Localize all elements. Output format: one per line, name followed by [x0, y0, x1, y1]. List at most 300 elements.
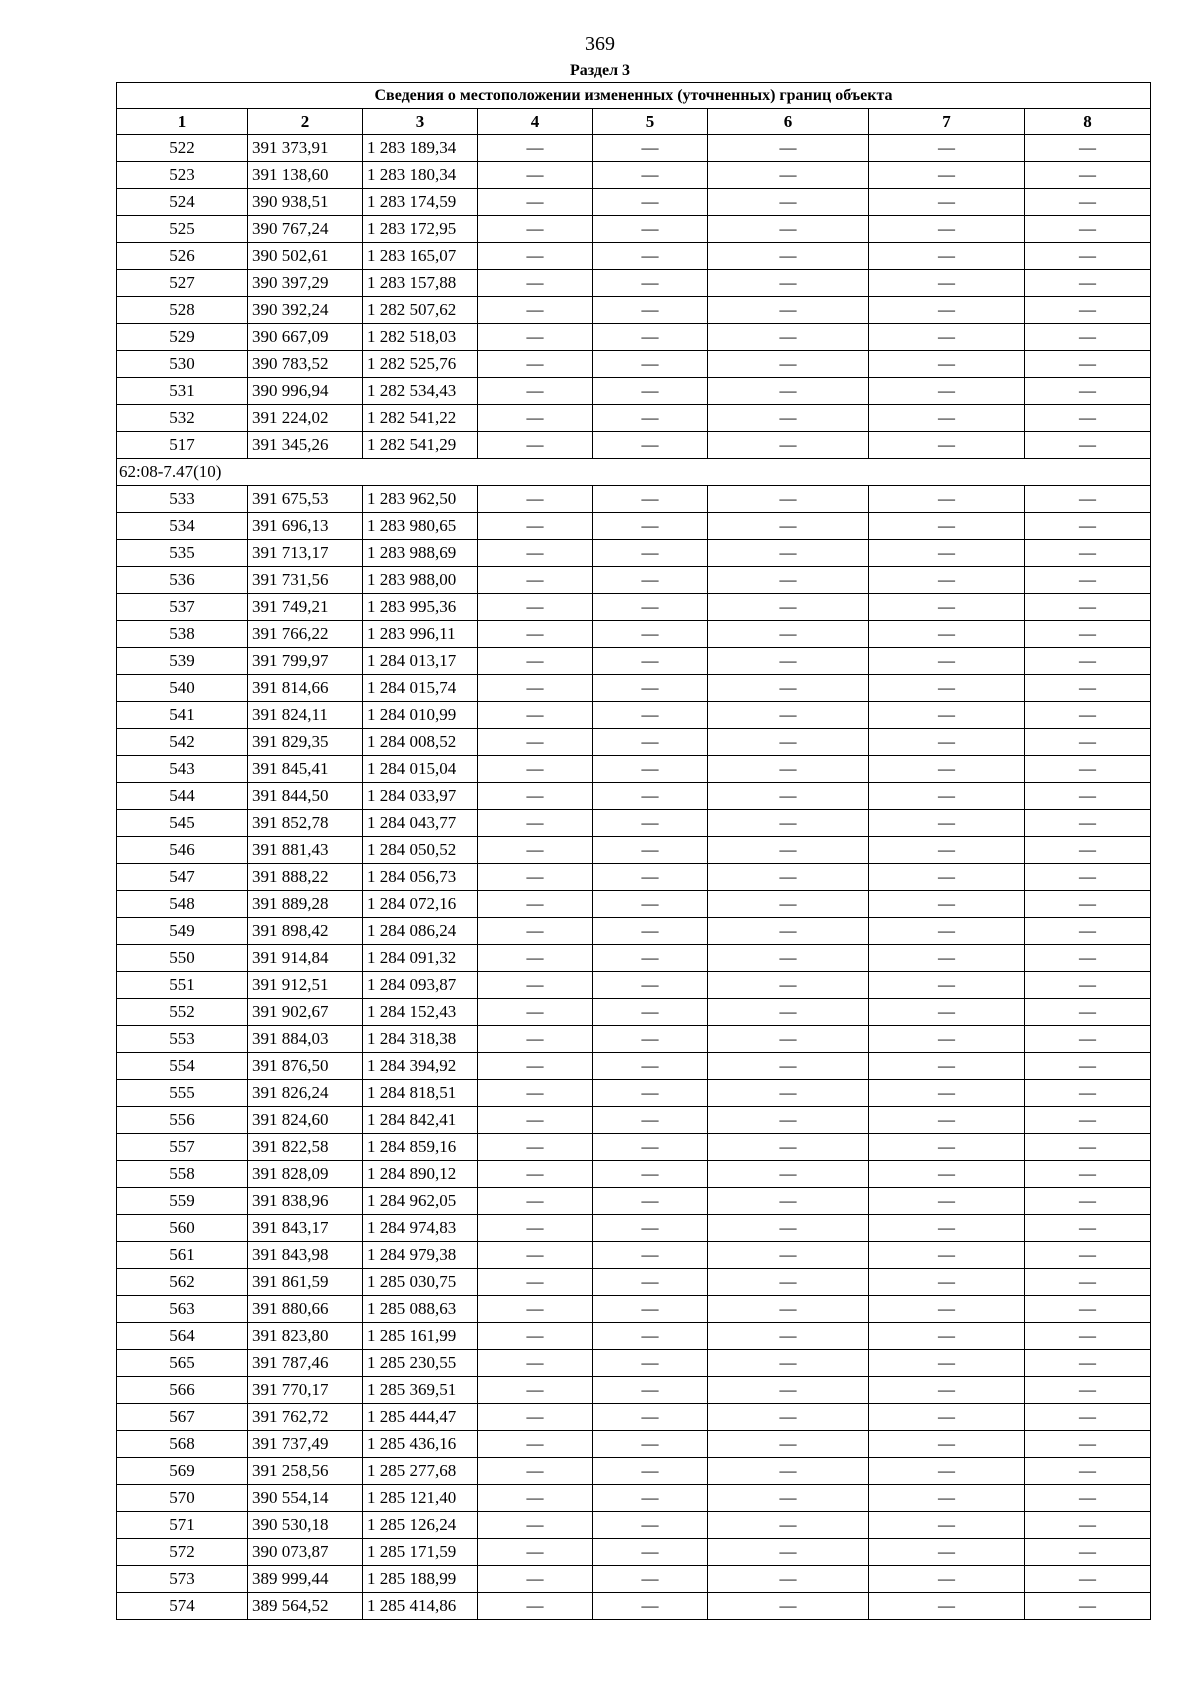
point-number-cell: 574: [117, 1593, 248, 1620]
x-coordinate-cell: 390 767,24: [248, 216, 363, 243]
table-row: [117, 918, 1151, 945]
empty-marker-cell: —: [708, 1512, 869, 1539]
y-coordinate-cell: 1 283 180,34: [363, 162, 478, 189]
empty-marker-cell: —: [708, 540, 869, 567]
y-coordinate-cell: 1 284 093,87: [363, 972, 478, 999]
point-number-cell: 562: [117, 1269, 248, 1296]
empty-marker-cell: —: [593, 1350, 708, 1377]
empty-marker-cell: —: [478, 1269, 593, 1296]
empty-marker-cell: —: [478, 1323, 593, 1350]
y-coordinate-cell: 1 284 842,41: [363, 1107, 478, 1134]
x-coordinate-cell: 391 823,80: [248, 1323, 363, 1350]
empty-marker-cell: —: [708, 1593, 869, 1620]
x-coordinate-cell: 391 902,67: [248, 999, 363, 1026]
empty-marker-cell: —: [593, 297, 708, 324]
empty-marker-cell: —: [869, 945, 1025, 972]
empty-marker-cell: —: [593, 594, 708, 621]
empty-marker-cell: —: [708, 1539, 869, 1566]
y-coordinate-cell: 1 283 988,00: [363, 567, 478, 594]
x-coordinate-cell: 391 880,66: [248, 1296, 363, 1323]
empty-marker-cell: —: [708, 810, 869, 837]
table-row: [117, 1053, 1151, 1080]
point-number-cell: 550: [117, 945, 248, 972]
y-coordinate-cell: 1 285 171,59: [363, 1539, 478, 1566]
empty-marker-cell: —: [869, 1431, 1025, 1458]
empty-marker-cell: —: [478, 972, 593, 999]
empty-marker-cell: —: [478, 1242, 593, 1269]
x-coordinate-cell: 391 696,13: [248, 513, 363, 540]
table-row: [117, 1593, 1151, 1620]
x-coordinate-cell: 390 938,51: [248, 189, 363, 216]
y-coordinate-cell: 1 285 436,16: [363, 1431, 478, 1458]
empty-marker-cell: —: [1025, 1296, 1151, 1323]
empty-marker-cell: —: [593, 432, 708, 459]
empty-marker-cell: —: [1025, 594, 1151, 621]
empty-marker-cell: —: [593, 540, 708, 567]
empty-marker-cell: —: [478, 1350, 593, 1377]
y-coordinate-cell: 1 284 974,83: [363, 1215, 478, 1242]
empty-marker-cell: —: [478, 702, 593, 729]
empty-marker-cell: —: [708, 1431, 869, 1458]
table-row: [117, 351, 1151, 378]
table-row: [117, 405, 1151, 432]
table-row: [117, 1161, 1151, 1188]
empty-marker-cell: —: [1025, 1323, 1151, 1350]
point-number-cell: 561: [117, 1242, 248, 1269]
empty-marker-cell: —: [593, 1053, 708, 1080]
x-coordinate-cell: 391 822,58: [248, 1134, 363, 1161]
empty-marker-cell: —: [593, 405, 708, 432]
empty-marker-cell: —: [478, 1026, 593, 1053]
column-header: 7: [869, 109, 1025, 135]
point-number-cell: 517: [117, 432, 248, 459]
empty-marker-cell: —: [1025, 297, 1151, 324]
empty-marker-cell: —: [869, 135, 1025, 162]
table-row: [117, 1539, 1151, 1566]
empty-marker-cell: —: [593, 1269, 708, 1296]
empty-marker-cell: —: [478, 270, 593, 297]
empty-marker-cell: —: [1025, 702, 1151, 729]
x-coordinate-cell: 391 914,84: [248, 945, 363, 972]
empty-marker-cell: —: [869, 783, 1025, 810]
empty-marker-cell: —: [593, 1377, 708, 1404]
empty-marker-cell: —: [593, 1161, 708, 1188]
empty-marker-cell: —: [869, 837, 1025, 864]
empty-marker-cell: —: [593, 1296, 708, 1323]
empty-marker-cell: —: [593, 1458, 708, 1485]
column-header: 6: [708, 109, 869, 135]
empty-marker-cell: —: [869, 189, 1025, 216]
empty-marker-cell: —: [593, 135, 708, 162]
y-coordinate-cell: 1 283 988,69: [363, 540, 478, 567]
point-number-cell: 538: [117, 621, 248, 648]
table-row: [117, 540, 1151, 567]
empty-marker-cell: —: [478, 162, 593, 189]
x-coordinate-cell: 391 888,22: [248, 864, 363, 891]
y-coordinate-cell: 1 285 126,24: [363, 1512, 478, 1539]
empty-marker-cell: —: [478, 216, 593, 243]
empty-marker-cell: —: [708, 675, 869, 702]
table-body: [117, 135, 1151, 1620]
table-row: [117, 1350, 1151, 1377]
y-coordinate-cell: 1 285 188,99: [363, 1566, 478, 1593]
empty-marker-cell: —: [593, 324, 708, 351]
empty-marker-cell: —: [1025, 1566, 1151, 1593]
empty-marker-cell: —: [1025, 189, 1151, 216]
empty-marker-cell: —: [593, 1431, 708, 1458]
empty-marker-cell: —: [708, 378, 869, 405]
empty-marker-cell: —: [478, 1215, 593, 1242]
empty-marker-cell: —: [593, 756, 708, 783]
empty-marker-cell: —: [708, 351, 869, 378]
y-coordinate-cell: 1 283 996,11: [363, 621, 478, 648]
empty-marker-cell: —: [1025, 513, 1151, 540]
empty-marker-cell: —: [869, 1377, 1025, 1404]
empty-marker-cell: —: [593, 567, 708, 594]
empty-marker-cell: —: [1025, 378, 1151, 405]
empty-marker-cell: —: [478, 1404, 593, 1431]
table-row: [117, 216, 1151, 243]
empty-marker-cell: —: [1025, 1242, 1151, 1269]
point-number-cell: 572: [117, 1539, 248, 1566]
y-coordinate-cell: 1 284 015,74: [363, 675, 478, 702]
empty-marker-cell: —: [478, 1134, 593, 1161]
empty-marker-cell: —: [708, 1215, 869, 1242]
empty-marker-cell: —: [593, 1215, 708, 1242]
x-coordinate-cell: 391 843,98: [248, 1242, 363, 1269]
empty-marker-cell: —: [869, 1593, 1025, 1620]
column-header: 4: [478, 109, 593, 135]
empty-marker-cell: —: [869, 297, 1025, 324]
point-number-cell: 555: [117, 1080, 248, 1107]
empty-marker-cell: —: [478, 837, 593, 864]
empty-marker-cell: —: [593, 162, 708, 189]
empty-marker-cell: —: [869, 243, 1025, 270]
empty-marker-cell: —: [708, 270, 869, 297]
table-row: [117, 1242, 1151, 1269]
empty-marker-cell: —: [478, 810, 593, 837]
empty-marker-cell: —: [869, 1188, 1025, 1215]
x-coordinate-cell: 390 397,29: [248, 270, 363, 297]
empty-marker-cell: —: [1025, 891, 1151, 918]
page-number: 369: [585, 33, 615, 55]
x-coordinate-cell: 390 554,14: [248, 1485, 363, 1512]
empty-marker-cell: —: [478, 675, 593, 702]
y-coordinate-cell: 1 285 369,51: [363, 1377, 478, 1404]
empty-marker-cell: —: [869, 1161, 1025, 1188]
empty-marker-cell: —: [478, 432, 593, 459]
point-number-cell: 554: [117, 1053, 248, 1080]
y-coordinate-cell: 1 284 859,16: [363, 1134, 478, 1161]
empty-marker-cell: —: [708, 837, 869, 864]
empty-marker-cell: —: [1025, 1188, 1151, 1215]
empty-marker-cell: —: [1025, 1215, 1151, 1242]
empty-marker-cell: —: [593, 783, 708, 810]
empty-marker-cell: —: [593, 1485, 708, 1512]
x-coordinate-cell: 391 770,17: [248, 1377, 363, 1404]
empty-marker-cell: —: [869, 162, 1025, 189]
y-coordinate-cell: 1 285 414,86: [363, 1593, 478, 1620]
empty-marker-cell: —: [1025, 918, 1151, 945]
x-coordinate-cell: 391 749,21: [248, 594, 363, 621]
empty-marker-cell: —: [1025, 162, 1151, 189]
empty-marker-cell: —: [869, 999, 1025, 1026]
x-coordinate-cell: 391 762,72: [248, 1404, 363, 1431]
empty-marker-cell: —: [1025, 540, 1151, 567]
x-coordinate-cell: 391 861,59: [248, 1269, 363, 1296]
empty-marker-cell: —: [478, 918, 593, 945]
table-row: [117, 189, 1151, 216]
x-coordinate-cell: 391 713,17: [248, 540, 363, 567]
empty-marker-cell: —: [1025, 675, 1151, 702]
y-coordinate-cell: 1 285 088,63: [363, 1296, 478, 1323]
empty-marker-cell: —: [478, 135, 593, 162]
x-coordinate-cell: 391 373,91: [248, 135, 363, 162]
x-coordinate-cell: 389 564,52: [248, 1593, 363, 1620]
empty-marker-cell: —: [593, 1512, 708, 1539]
y-coordinate-cell: 1 284 979,38: [363, 1242, 478, 1269]
x-coordinate-cell: 391 824,11: [248, 702, 363, 729]
point-number-cell: 552: [117, 999, 248, 1026]
empty-marker-cell: —: [869, 1404, 1025, 1431]
point-number-cell: 570: [117, 1485, 248, 1512]
table-row: [117, 513, 1151, 540]
table-row: [117, 864, 1151, 891]
empty-marker-cell: —: [478, 1188, 593, 1215]
empty-marker-cell: —: [593, 216, 708, 243]
empty-marker-cell: —: [593, 945, 708, 972]
empty-marker-cell: —: [478, 1485, 593, 1512]
y-coordinate-cell: 1 284 010,99: [363, 702, 478, 729]
empty-marker-cell: —: [478, 729, 593, 756]
empty-marker-cell: —: [593, 918, 708, 945]
table-row: [117, 567, 1151, 594]
y-coordinate-cell: 1 284 890,12: [363, 1161, 478, 1188]
point-number-cell: 573: [117, 1566, 248, 1593]
point-number-cell: 535: [117, 540, 248, 567]
table-row: [117, 702, 1151, 729]
empty-marker-cell: —: [1025, 1539, 1151, 1566]
table-row: [117, 675, 1151, 702]
empty-marker-cell: —: [478, 378, 593, 405]
column-header: 3: [363, 109, 478, 135]
empty-marker-cell: —: [869, 1134, 1025, 1161]
x-coordinate-cell: 391 852,78: [248, 810, 363, 837]
y-coordinate-cell: 1 284 962,05: [363, 1188, 478, 1215]
empty-marker-cell: —: [593, 837, 708, 864]
point-number-cell: 537: [117, 594, 248, 621]
empty-marker-cell: —: [593, 648, 708, 675]
x-coordinate-cell: 390 667,09: [248, 324, 363, 351]
point-number-cell: 569: [117, 1458, 248, 1485]
point-number-cell: 549: [117, 918, 248, 945]
x-coordinate-cell: 391 912,51: [248, 972, 363, 999]
empty-marker-cell: —: [478, 513, 593, 540]
empty-marker-cell: —: [1025, 756, 1151, 783]
empty-marker-cell: —: [869, 756, 1025, 783]
table-row: [117, 945, 1151, 972]
table-row: [117, 1377, 1151, 1404]
empty-marker-cell: —: [708, 864, 869, 891]
empty-marker-cell: —: [869, 648, 1025, 675]
empty-marker-cell: —: [1025, 945, 1151, 972]
table-row: [117, 378, 1151, 405]
group-label: 62:08-7.47(10): [117, 459, 1151, 486]
x-coordinate-cell: 391 845,41: [248, 756, 363, 783]
empty-marker-cell: —: [708, 324, 869, 351]
empty-marker-cell: —: [478, 1080, 593, 1107]
empty-marker-cell: —: [869, 216, 1025, 243]
table-row: [117, 1458, 1151, 1485]
empty-marker-cell: —: [478, 1107, 593, 1134]
empty-marker-cell: —: [869, 918, 1025, 945]
empty-marker-cell: —: [708, 513, 869, 540]
y-coordinate-cell: 1 283 174,59: [363, 189, 478, 216]
empty-marker-cell: —: [593, 675, 708, 702]
x-coordinate-cell: 390 392,24: [248, 297, 363, 324]
empty-marker-cell: —: [869, 540, 1025, 567]
y-coordinate-cell: 1 284 015,04: [363, 756, 478, 783]
empty-marker-cell: —: [1025, 1161, 1151, 1188]
x-coordinate-cell: 391 731,56: [248, 567, 363, 594]
point-number-cell: 524: [117, 189, 248, 216]
empty-marker-cell: —: [869, 1296, 1025, 1323]
empty-marker-cell: —: [478, 189, 593, 216]
empty-marker-cell: —: [708, 405, 869, 432]
y-coordinate-cell: 1 282 507,62: [363, 297, 478, 324]
empty-marker-cell: —: [593, 999, 708, 1026]
empty-marker-cell: —: [869, 1215, 1025, 1242]
empty-marker-cell: —: [708, 216, 869, 243]
y-coordinate-cell: 1 284 818,51: [363, 1080, 478, 1107]
empty-marker-cell: —: [869, 486, 1025, 513]
empty-marker-cell: —: [478, 864, 593, 891]
empty-marker-cell: —: [1025, 972, 1151, 999]
empty-marker-cell: —: [708, 243, 869, 270]
empty-marker-cell: —: [708, 891, 869, 918]
y-coordinate-cell: 1 285 277,68: [363, 1458, 478, 1485]
y-coordinate-cell: 1 285 121,40: [363, 1485, 478, 1512]
point-number-cell: 530: [117, 351, 248, 378]
empty-marker-cell: —: [708, 297, 869, 324]
y-coordinate-cell: 1 284 008,52: [363, 729, 478, 756]
point-number-cell: 527: [117, 270, 248, 297]
empty-marker-cell: —: [708, 756, 869, 783]
x-coordinate-cell: 391 224,02: [248, 405, 363, 432]
x-coordinate-cell: 390 996,94: [248, 378, 363, 405]
empty-marker-cell: —: [869, 810, 1025, 837]
empty-marker-cell: —: [869, 1026, 1025, 1053]
empty-marker-cell: —: [593, 864, 708, 891]
coordinates-table: [116, 82, 1151, 1620]
empty-marker-cell: —: [1025, 783, 1151, 810]
empty-marker-cell: —: [478, 1512, 593, 1539]
x-coordinate-cell: 390 530,18: [248, 1512, 363, 1539]
empty-marker-cell: —: [1025, 270, 1151, 297]
y-coordinate-cell: 1 284 033,97: [363, 783, 478, 810]
empty-marker-cell: —: [593, 1593, 708, 1620]
point-number-cell: 568: [117, 1431, 248, 1458]
y-coordinate-cell: 1 284 318,38: [363, 1026, 478, 1053]
empty-marker-cell: —: [478, 540, 593, 567]
empty-marker-cell: —: [1025, 135, 1151, 162]
empty-marker-cell: —: [708, 1485, 869, 1512]
table-row: [117, 324, 1151, 351]
empty-marker-cell: —: [593, 972, 708, 999]
table-row: [117, 648, 1151, 675]
empty-marker-cell: —: [593, 189, 708, 216]
point-number-cell: 540: [117, 675, 248, 702]
empty-marker-cell: —: [708, 1269, 869, 1296]
empty-marker-cell: —: [593, 1188, 708, 1215]
point-number-cell: 546: [117, 837, 248, 864]
x-coordinate-cell: 391 138,60: [248, 162, 363, 189]
empty-marker-cell: —: [478, 1296, 593, 1323]
empty-marker-cell: —: [869, 1566, 1025, 1593]
x-coordinate-cell: 391 737,49: [248, 1431, 363, 1458]
empty-marker-cell: —: [869, 702, 1025, 729]
x-coordinate-cell: 391 345,26: [248, 432, 363, 459]
empty-marker-cell: —: [869, 1458, 1025, 1485]
empty-marker-cell: —: [869, 1080, 1025, 1107]
x-coordinate-cell: 391 828,09: [248, 1161, 363, 1188]
empty-marker-cell: —: [593, 621, 708, 648]
empty-marker-cell: —: [1025, 1377, 1151, 1404]
empty-marker-cell: —: [478, 891, 593, 918]
column-header: 8: [1025, 109, 1151, 135]
x-coordinate-cell: 391 838,96: [248, 1188, 363, 1215]
point-number-cell: 560: [117, 1215, 248, 1242]
point-number-cell: 522: [117, 135, 248, 162]
empty-marker-cell: —: [708, 1404, 869, 1431]
empty-marker-cell: —: [869, 432, 1025, 459]
y-coordinate-cell: 1 283 995,36: [363, 594, 478, 621]
point-number-cell: 548: [117, 891, 248, 918]
empty-marker-cell: —: [869, 270, 1025, 297]
point-number-cell: 544: [117, 783, 248, 810]
empty-marker-cell: —: [478, 486, 593, 513]
empty-marker-cell: —: [708, 1107, 869, 1134]
empty-marker-cell: —: [478, 783, 593, 810]
table-row: [117, 1512, 1151, 1539]
point-number-cell: 564: [117, 1323, 248, 1350]
table-row: [117, 1566, 1151, 1593]
table-row: [117, 1404, 1151, 1431]
empty-marker-cell: —: [869, 729, 1025, 756]
empty-marker-cell: —: [593, 378, 708, 405]
table-row: [117, 729, 1151, 756]
empty-marker-cell: —: [1025, 1458, 1151, 1485]
empty-marker-cell: —: [708, 1026, 869, 1053]
empty-marker-cell: —: [1025, 864, 1151, 891]
empty-marker-cell: —: [478, 351, 593, 378]
empty-marker-cell: —: [708, 189, 869, 216]
empty-marker-cell: —: [869, 972, 1025, 999]
empty-marker-cell: —: [1025, 1593, 1151, 1620]
empty-marker-cell: —: [708, 1242, 869, 1269]
x-coordinate-cell: 390 783,52: [248, 351, 363, 378]
x-coordinate-cell: 391 814,66: [248, 675, 363, 702]
empty-marker-cell: —: [593, 1323, 708, 1350]
point-number-cell: 541: [117, 702, 248, 729]
empty-marker-cell: —: [478, 1566, 593, 1593]
empty-marker-cell: —: [708, 162, 869, 189]
empty-marker-cell: —: [1025, 1485, 1151, 1512]
empty-marker-cell: —: [1025, 1350, 1151, 1377]
empty-marker-cell: —: [593, 729, 708, 756]
point-number-cell: 547: [117, 864, 248, 891]
empty-marker-cell: —: [708, 729, 869, 756]
